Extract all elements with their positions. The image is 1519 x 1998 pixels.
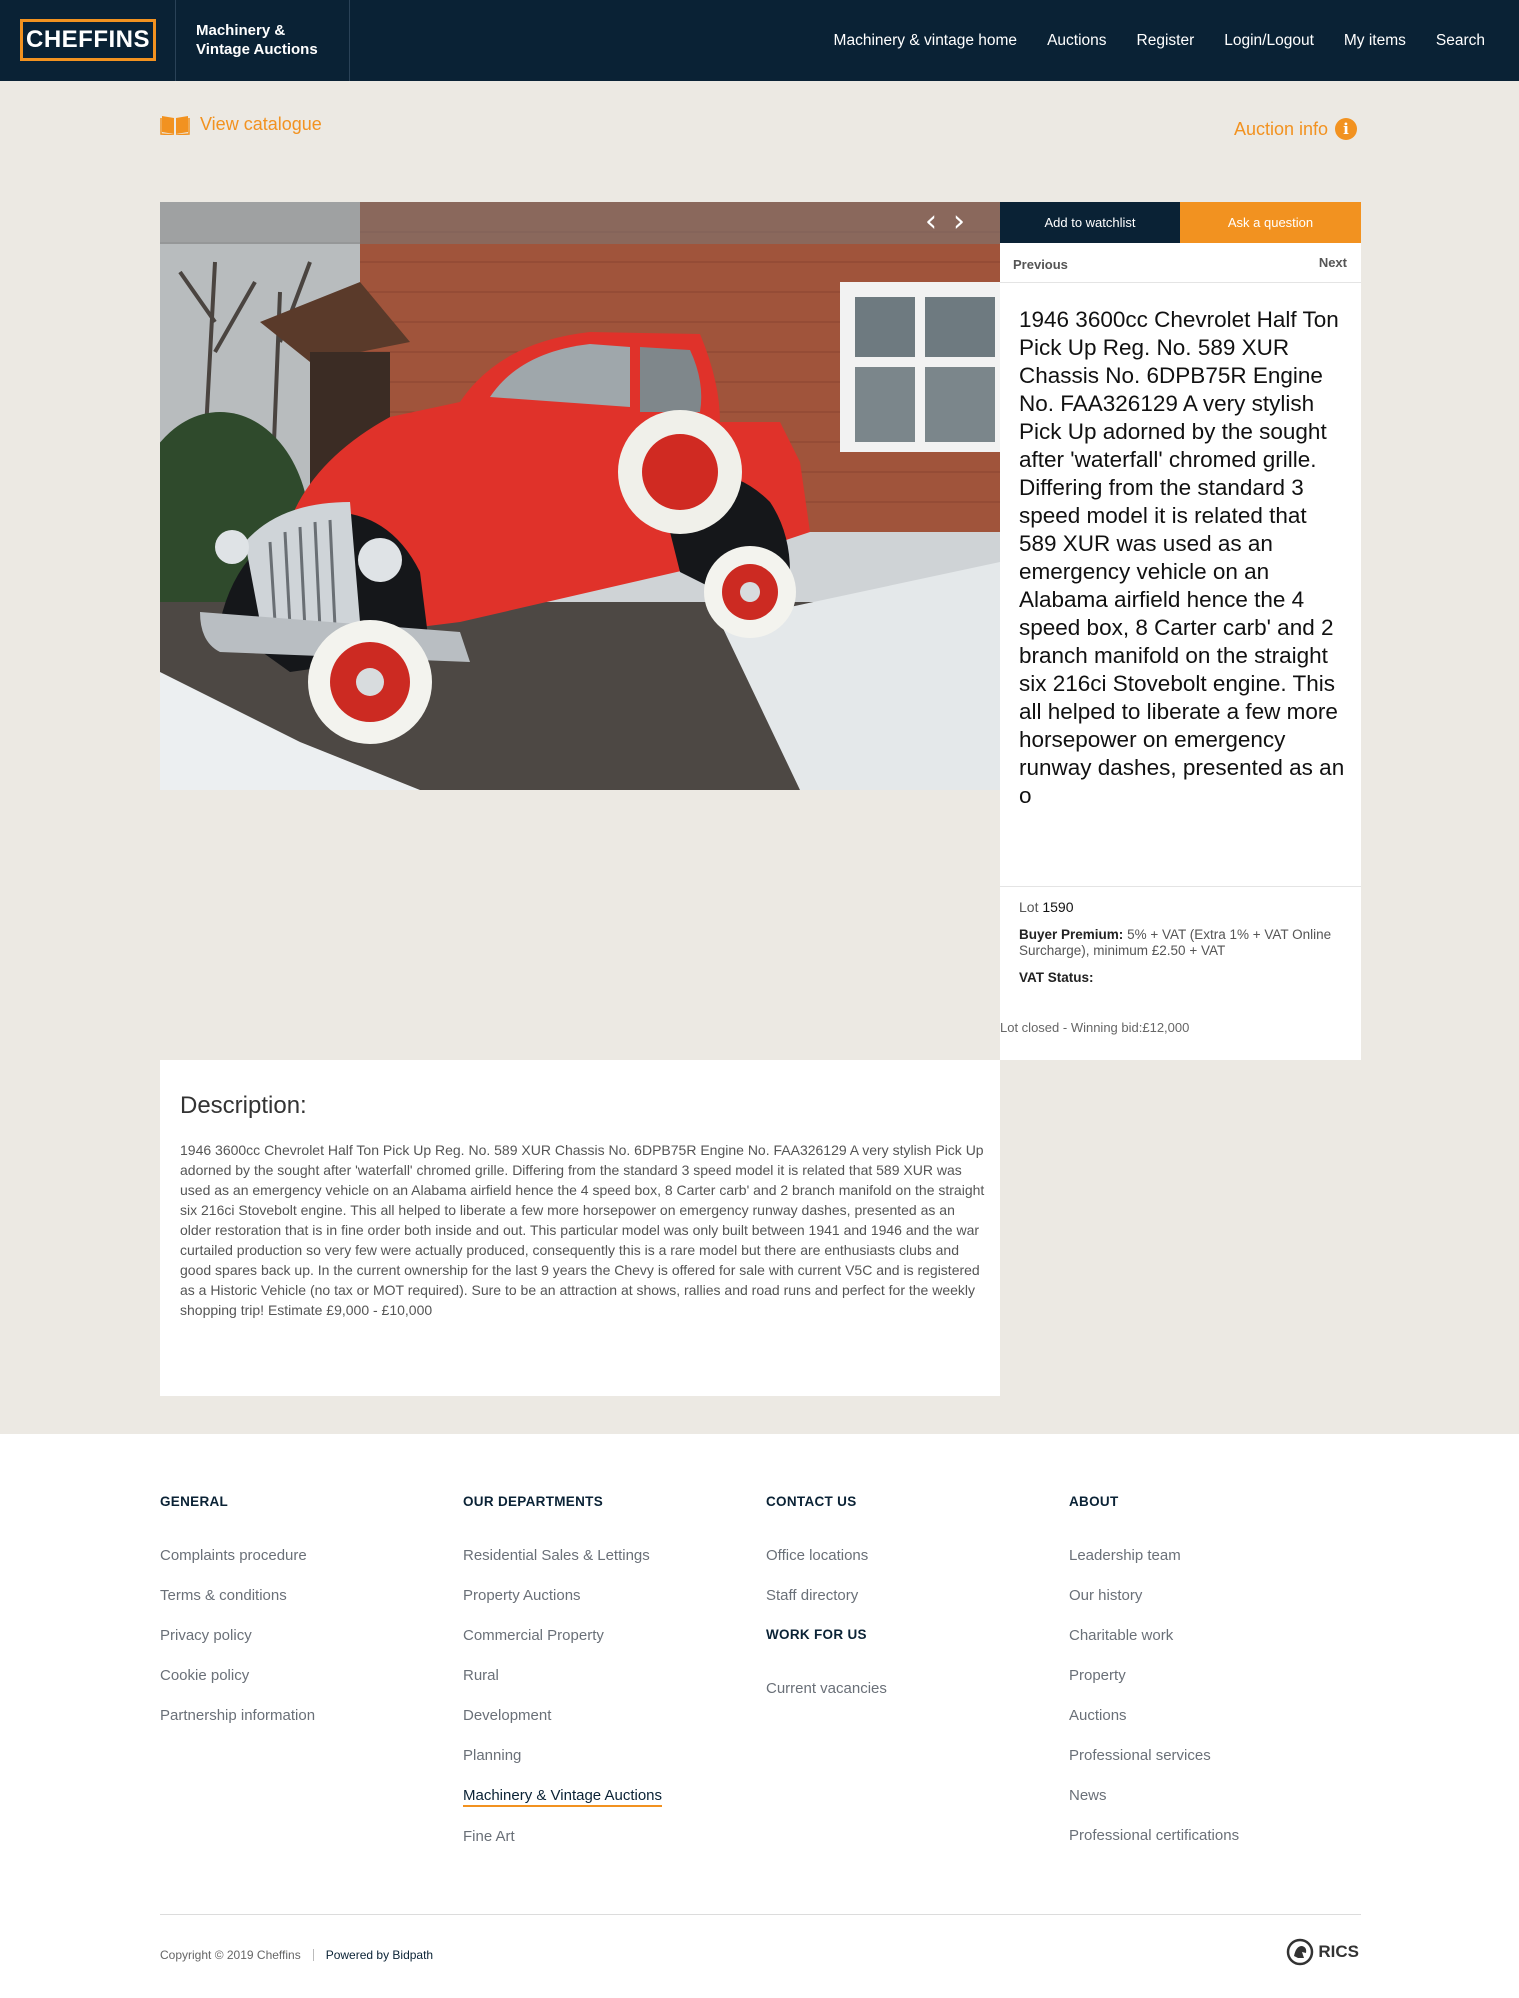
footer-contact [766,1494,887,1720]
footer-link[interactable]: Development [463,1707,552,1724]
buyer-premium [1019,927,1339,959]
footer-general-heading: GENERAL [160,1494,229,1509]
nav-auctions[interactable]: Auctions [1047,31,1107,49]
gallery-prev-icon[interactable]: ‹ [925,204,937,239]
nav-my-items[interactable]: My items [1343,31,1406,49]
ask-question-button[interactable]: Ask a question [1180,202,1361,243]
footer-link[interactable]: Fine Art [463,1828,515,1845]
footer-link[interactable]: Staff directory [766,1587,859,1604]
footer-link[interactable]: Privacy policy [160,1627,252,1644]
panel-divider [1000,886,1361,887]
info-icon: i [1335,118,1357,140]
footer-general [160,1494,315,1747]
add-to-watchlist-button[interactable]: Add to watchlist [1000,202,1180,243]
gallery-next-icon[interactable]: › [953,204,965,239]
brand-line-1: Machinery & [196,22,286,39]
rics-logo[interactable] [1286,1938,1359,1966]
copyright-separator [313,1949,314,1961]
footer-link[interactable]: Charitable work [1069,1627,1174,1644]
lot-number [1019,899,1074,915]
footer-link[interactable]: News [1069,1787,1107,1804]
lot-title: 1946 3600cc Chevrolet Half Ton Pick Up Reg. No. 589 XUR Chassis No. 6DPB75R Engine No. FAA326129 A very stylish Pick Up adorned by the sought after 'waterfall' chromed grille. Differing from the standard 3 speed model it is related that 589 XUR was used as an emergency vehicle on an Alabama airfield hence the 4 speed box, 8 Carter carb' and 2 branch manifold on the straight six 216ci Stovebolt engine. This all helped to liberate a few more horsepower on emergency runway dashes, presented as an o [1019,307,1345,808]
nav-register[interactable]: Register [1136,31,1195,49]
top-navbar [0,0,1519,81]
brand-line-2: Vintage Auctions [196,41,318,58]
footer-link[interactable]: Terms & conditions [160,1587,287,1604]
copyright-text: Copyright © 2019 Cheffins [160,1948,301,1962]
vat-status-label: VAT Status: [1019,970,1094,985]
nav-search[interactable]: Search [1435,31,1485,49]
footer-link[interactable]: Property [1069,1667,1126,1684]
footer-link[interactable]: Leadership team [1069,1547,1181,1564]
footer-departments-heading: OUR DEPARTMENTS [463,1494,604,1509]
previous-lot-link[interactable]: Previous [1013,257,1068,272]
lot-pager [1000,243,1361,283]
footer-link[interactable]: Auctions [1069,1707,1127,1724]
cheffins-logo[interactable] [20,19,156,61]
view-catalogue-link[interactable] [160,113,322,135]
main-nav [834,0,1485,81]
footer-contact-heading: CONTACT US [766,1494,857,1509]
header-divider [175,0,176,81]
footer-link[interactable]: Cookie policy [160,1667,250,1684]
footer-link[interactable]: Rural [463,1667,499,1684]
buyer-premium-value: 5% + VAT (Extra 1% + VAT Online Surcharge), minimum £2.50 + VAT [1019,927,1332,958]
footer-link[interactable]: Professional services [1069,1747,1211,1764]
auction-info-link[interactable] [1234,118,1357,140]
lot-label: Lot [1019,899,1039,915]
lot-photo[interactable] [160,202,1000,790]
next-lot-link[interactable]: Next [1318,255,1347,270]
footer-about [1069,1494,1239,1867]
nav-login-logout[interactable]: Login/Logout [1224,31,1314,49]
description-body: 1946 3600cc Chevrolet Half Ton Pick Up Reg. No. 589 XUR Chassis No. 6DPB75R Engine No. FAA326129 A very stylish Pick Up adorned by the sought after 'waterfall' chromed grille. Differing from the standard 3 speed model it is related that 589 XUR was used as an emergency vehicle on an Alabama airfield hence the 4 speed box, 8 Carter carb' and 2 branch manifold on the straight six 216ci Stovebolt engine. This all helped to liberate a few more horsepower on emergency runway dashes, presented as an older restoration that is in fine order both inside and out. This particular model was only built between 1941 and 1946 and the war curtailed production so very few were actually produced, consequently this is a rare model but there are enthusiasts clubs and good spares back up. In the current ownership for the last 9 years the Chevy is offered for sale with current V5C and is registered as a Historic Vehicle (no tax or MOT required). Sure to be an attraction at shows, rallies and road runs and perfect for the weekly shopping trip! Estimate £9,000 - £10,000 [180,1142,985,1318]
lot-number-value: 1590 [1042,899,1074,915]
lot-info-panel [1000,202,1361,1060]
brand-subtitle[interactable] [196,21,346,59]
lot-closed-status: Lot closed - Winning bid:£12,000 [1000,1020,1190,1035]
site-footer [0,1434,1519,1998]
rics-lion-icon [1286,1938,1314,1966]
gallery-toolbar [160,202,1000,244]
description-section [160,1060,1000,1396]
footer-link[interactable]: Residential Sales & Lettings [463,1547,650,1564]
footer-link[interactable]: Commercial Property [463,1627,604,1644]
logo-text: CHEFFINS [26,26,150,53]
footer-link[interactable]: Property Auctions [463,1587,581,1604]
truck-image [160,202,1000,790]
footer-about-heading: ABOUT [1069,1494,1119,1509]
footer-work-heading: WORK FOR US [766,1627,867,1642]
view-catalogue-label: View catalogue [200,113,322,134]
buyer-premium-label: Buyer Premium: [1019,927,1124,942]
book-icon [160,113,190,135]
description-heading: Description: [180,1092,307,1119]
footer-link[interactable]: Complaints procedure [160,1547,307,1564]
auction-info-label: Auction info [1233,118,1328,139]
footer-link[interactable]: Partnership information [160,1707,316,1724]
powered-by-link[interactable]: Powered by Bidpath [325,1948,434,1962]
footer-link[interactable]: Planning [463,1747,522,1764]
footer-divider [160,1914,1361,1915]
header-divider [349,0,350,81]
nav-machinery-home[interactable]: Machinery & vintage home [833,31,1018,49]
rics-label: RICS [1318,1942,1359,1961]
footer-link[interactable]: Current vacancies [766,1680,887,1697]
footer-copyright [160,1948,433,1962]
footer-link-active[interactable]: Machinery & Vintage Auctions [463,1787,662,1807]
footer-link[interactable]: Our history [1069,1587,1143,1604]
footer-link[interactable]: Office locations [766,1547,869,1564]
footer-link[interactable]: Professional certifications [1069,1827,1240,1844]
footer-departments [463,1494,662,1868]
